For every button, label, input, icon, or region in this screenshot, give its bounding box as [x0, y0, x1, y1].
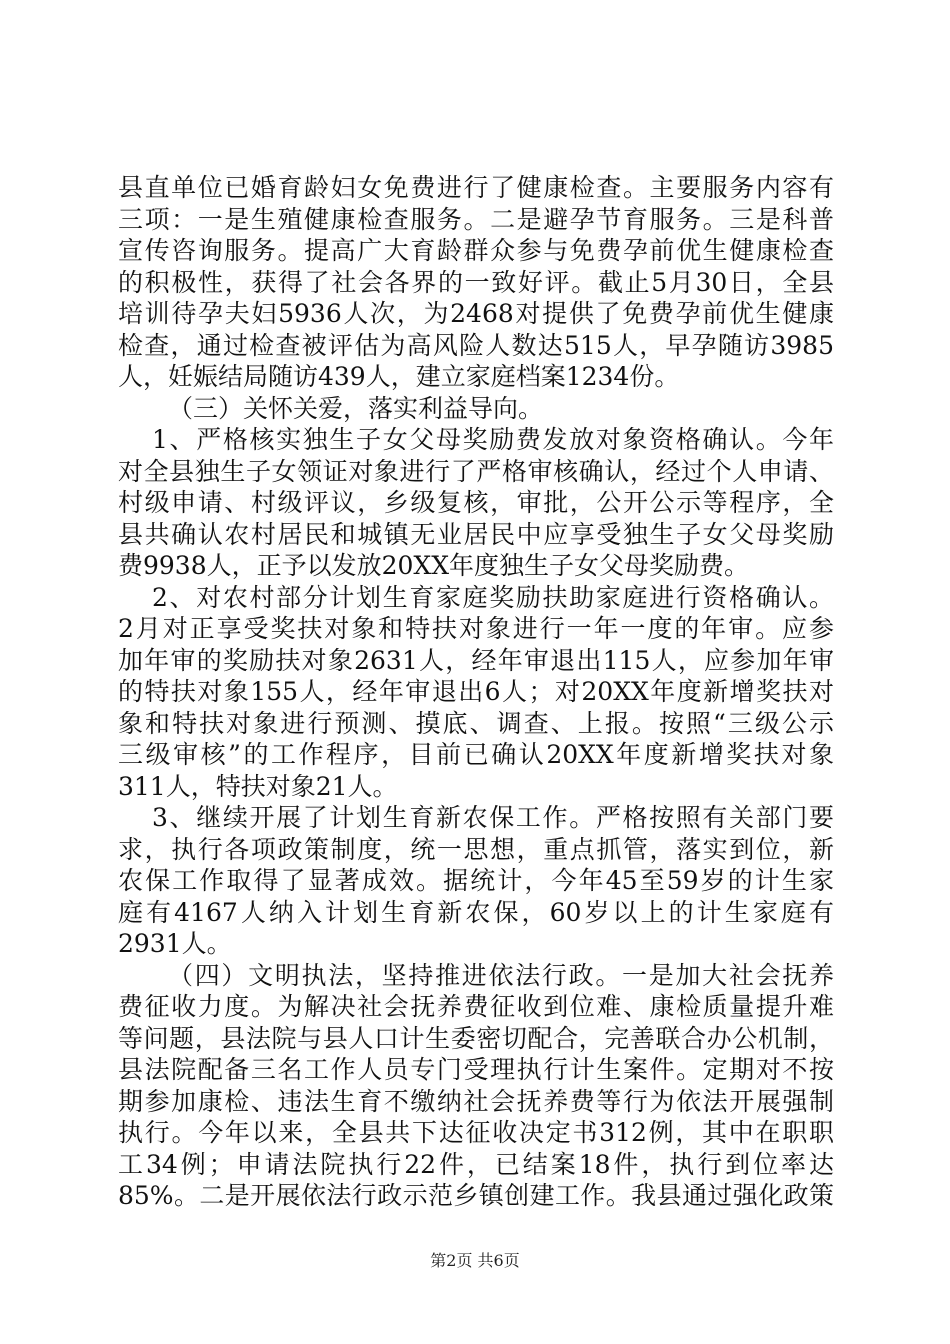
- text-line: 311人，特扶对象21人。: [118, 771, 398, 801]
- text-line: 85%。二是开展依法行政示范乡镇创建工作。我县通过强化政策: [118, 1181, 834, 1210]
- text-line: 庭有4167人纳入计划生育新农保，60岁以上的计生家庭有: [118, 897, 834, 927]
- text-line: 2月对正享受奖扶对象和特扶对象进行一年一度的年审。应参: [118, 614, 834, 643]
- text-line: 三级审核”的工作程序，目前已确认20XX年度新增奖扶对象: [118, 740, 834, 769]
- text-line: 培训待孕夫妇5936人次，为2468对提供了免费孕前优生健康: [118, 299, 834, 328]
- text-line: 对全县独生子女领证对象进行了严格审核确认，经过个人申请、: [118, 456, 834, 486]
- text-line: 人，妊娠结局随访439人，建立家庭档案1234份。: [118, 362, 680, 391]
- text-line: 县法院配备三名工作人员专门受理执行计生案件。定期对不按: [118, 1055, 834, 1084]
- text-line: 执行。今年以来，全县共下达征收决定书312例，其中在职职: [118, 1118, 834, 1147]
- text-line: 县共确认农村居民和城镇无业居民中应享受独生子女父母奖励: [118, 519, 834, 549]
- text-line: 象和特扶对象进行预测、摸底、调查、上报。按照“三级公示: [118, 708, 834, 738]
- text-line: 费9938人，正予以发放20XX年度独生子女父母奖励费。: [118, 551, 750, 580]
- text-line: 县直单位已婚育龄妇女免费进行了健康检查。主要服务内容有: [118, 173, 834, 202]
- text-line: 三项：一是生殖健康检查服务。二是避孕节育服务。三是科普: [118, 204, 834, 234]
- text-line: 的特扶对象155人，经年审退出6人；对20XX年度新增奖扶对: [118, 677, 834, 706]
- text-line: 期参加康检、违法生育不缴纳社会抚养费等行为依法开展强制: [118, 1086, 834, 1116]
- section-heading: （四）文明执法，坚持推进依法行政。一是加大社会抚养: [168, 960, 834, 990]
- text-line: 求，执行各项政策制度，统一思想，重点抓管，落实到位，新: [118, 834, 834, 864]
- paragraph-start-line: 2、对农村部分计划生育家庭奖励扶助家庭进行资格确认。: [152, 582, 834, 612]
- text-line: 村级申请、村级评议，乡级复核，审批，公开公示等程序，全: [118, 488, 834, 517]
- section-heading: （三）关怀关爱，落实利益导向。: [168, 393, 544, 423]
- text-line: 检查，通过检查被评估为高风险人数达515人，早孕随访3985: [118, 330, 834, 360]
- text-line: 农保工作取得了显著成效。据统计，今年45至59岁的计生家: [118, 866, 834, 895]
- document-body: [118, 172, 834, 1212]
- text-line: 宣传咨询服务。提高广大育龄群众参与免费孕前优生健康检查: [118, 236, 834, 265]
- text-line: 的积极性，获得了社会各界的一致好评。截止5月30日，全县: [118, 267, 834, 297]
- paragraph-start-line: 3、继续开展了计划生育新农保工作。严格按照有关部门要: [152, 803, 834, 832]
- page-number-footer: 第2页 共6页: [430, 1251, 520, 1270]
- text-line: 费征收力度。为解决社会抚养费征收到位难、康检质量提升难: [118, 992, 834, 1021]
- text-line: 加年审的奖励扶对象2631人，经年审退出115人，应参加年审: [118, 645, 834, 675]
- text-line: 等问题，县法院与县人口计生委密切配合，完善联合办公机制，: [118, 1023, 834, 1053]
- text-line: 工34例；申请法院执行22件，已结案18件，执行到位率达: [118, 1149, 834, 1179]
- text-line: 2931人。: [118, 929, 232, 958]
- paragraph-start-line: 1、严格核实独生子女父母奖励费发放对象资格确认。今年: [152, 425, 834, 454]
